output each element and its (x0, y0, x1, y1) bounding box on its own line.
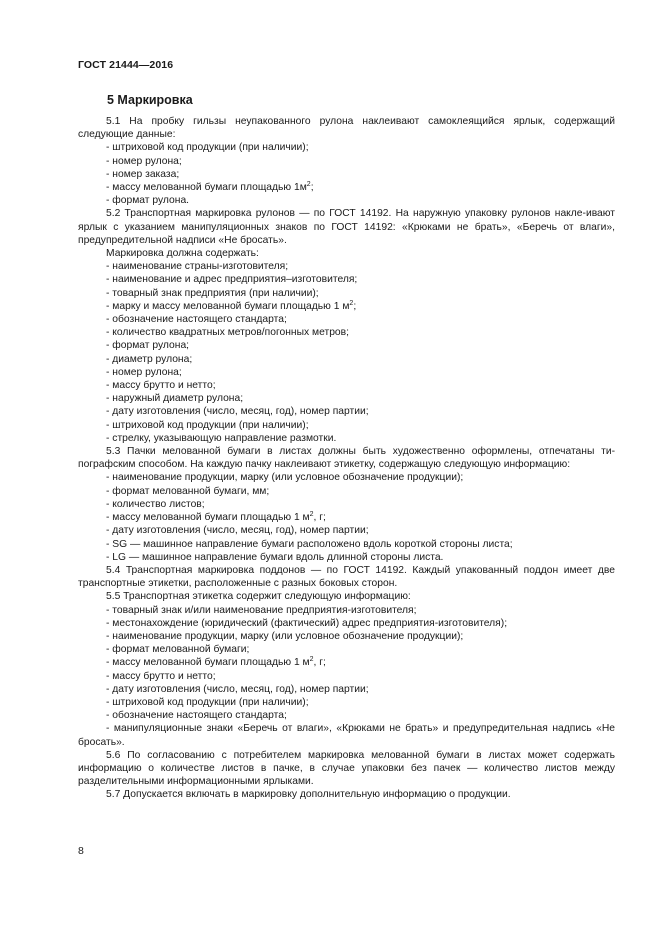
list-item: - номер рулона; (106, 366, 182, 378)
list-item-text: - марку и массу мелованной бумаги площадью 1 м (106, 300, 350, 312)
list-item (78, 656, 615, 669)
paragraph-5-1: 5.1 На пробку гильзы неупакованного рулона наклеивают самоклеящийся ярлык, содержащий следующие данные: (78, 116, 615, 141)
document-header: ГОСТ 21444—2016 (78, 59, 174, 71)
list-item: - штриховой код продукции (при наличии); (106, 696, 309, 708)
paragraph-5-2-intro: Маркировка должна содержать: (106, 248, 259, 260)
document-body (78, 115, 615, 802)
list-item: - формат рулона; (106, 340, 190, 352)
list-item (78, 181, 615, 194)
list-item: - стрелку, указывающую направление размотки. (106, 432, 337, 444)
paragraph-5-4: 5.4 Транспортная маркировка поддонов — по ГОСТ 14192. Каждый упакованный поддон имеет две транспортные этикетки, расположенные с разных боковых сторон. (78, 564, 615, 590)
list-item: - наименование и адрес предприятия–изготовителя; (106, 274, 358, 286)
list-item-text: - массу мелованной бумаги площадью 1 м (106, 512, 310, 524)
paragraph-5-3: 5.3 Пачки мелованной бумаги в листах должны быть художественно оформлены, отпечатаны ти-пографским способом. На каждую пачку наклеивают этикетку, содержащую следующую информацию: (78, 446, 615, 471)
list-item: - количество квадратных метров/погонных метров; (106, 327, 349, 339)
list-item: - местонахождение (юридический (фактический) адрес предприятия-изготовителя); (106, 617, 508, 629)
superscript: 2 (306, 181, 311, 189)
list-item: - наименование продукции, марку (или условное обозначение продукции); (106, 630, 464, 642)
list-item-tail: , г; (313, 512, 326, 524)
list-item: - количество листов; (106, 498, 205, 510)
superscript: 2 (309, 656, 314, 664)
paragraph-5-7: 5.7 Допускается включать в маркировку дополнительную информацию о продукции. (106, 789, 511, 801)
list-item (78, 511, 615, 524)
list-item: - штриховой код продукции (при наличии); (106, 419, 309, 431)
list-item: - наружный диаметр рулона; (106, 393, 244, 405)
list-item: - номер заказа; (106, 168, 180, 180)
list-item: - товарный знак и/или наименование предприятия-изготовителя; (106, 604, 417, 616)
superscript: 2 (309, 511, 314, 519)
page-number: 8 (78, 845, 84, 857)
list-item: - LG — машинное направление бумаги вдоль длинной стороны листа. (106, 551, 444, 563)
list-item: - штриховой код продукции (при наличии); (106, 142, 309, 154)
section-title: 5 Маркировка (107, 93, 193, 107)
list-item-text: - массу мелованной бумаги площадью 1 м (106, 657, 310, 669)
list-item-tail: ; (310, 182, 314, 194)
list-item: - наименование продукции, марку (или условное обозначение продукции); (106, 472, 464, 484)
list-item (78, 300, 615, 313)
list-item: - массу брутто и нетто; (106, 670, 216, 682)
paragraph-5-5: 5.5 Транспортная этикетка содержит следующую информацию: (106, 591, 411, 603)
list-item: - формат мелованной бумаги, мм; (106, 485, 270, 497)
list-item-wrapped: - манипуляционные знаки «Беречь от влаги», «Крюками не брать» и предупредительная надпись «Не бросать». (78, 723, 615, 748)
list-item: - формат рулона. (106, 195, 190, 207)
paragraph-5-2: 5.2 Транспортная маркировка рулонов — по ГОСТ 14192. На наружную упаковку рулонов накле-ивают ярлык с указанием манипуляционных знаков по ГОСТ 14192: «Крюками не брать», «Беречь от влаги», предупредительной надписи «Не бросать». (78, 208, 615, 246)
list-item: - дату изготовления (число, месяц, год), номер партии; (106, 683, 369, 695)
list-item-text: - массу мелованной бумаги площадью 1м (106, 182, 307, 194)
list-item: - массу брутто и нетто; (106, 380, 216, 392)
list-item-tail: , г; (313, 657, 326, 669)
list-item: - SG — машинное направление бумаги расположено вдоль короткой стороны листа; (106, 538, 513, 550)
list-item: - обозначение настоящего стандарта; (106, 314, 287, 326)
list-item-tail: ; (353, 300, 357, 312)
superscript: 2 (349, 299, 354, 307)
list-item: - дату изготовления (число, месяц, год), номер партии; (106, 525, 369, 537)
paragraph-5-6: 5.6 По согласованию с потребителем маркировка мелованной бумаги в листах может содержать информацию о количестве листов в пачке, в случае упаковки без пачек — количество листов между разделительными информационными ярлыками. (78, 749, 615, 788)
list-item: - формат мелованной бумаги; (106, 644, 250, 656)
list-item: - наименование страны-изготовителя; (106, 261, 289, 273)
list-item: - товарный знак предприятия (при наличии); (106, 287, 319, 299)
list-item: - обозначение настоящего стандарта; (106, 710, 287, 722)
list-item: - дату изготовления (число, месяц, год), номер партии; (106, 406, 369, 418)
list-item: - диаметр рулона; (106, 353, 193, 365)
list-item: - номер рулона; (106, 155, 182, 167)
